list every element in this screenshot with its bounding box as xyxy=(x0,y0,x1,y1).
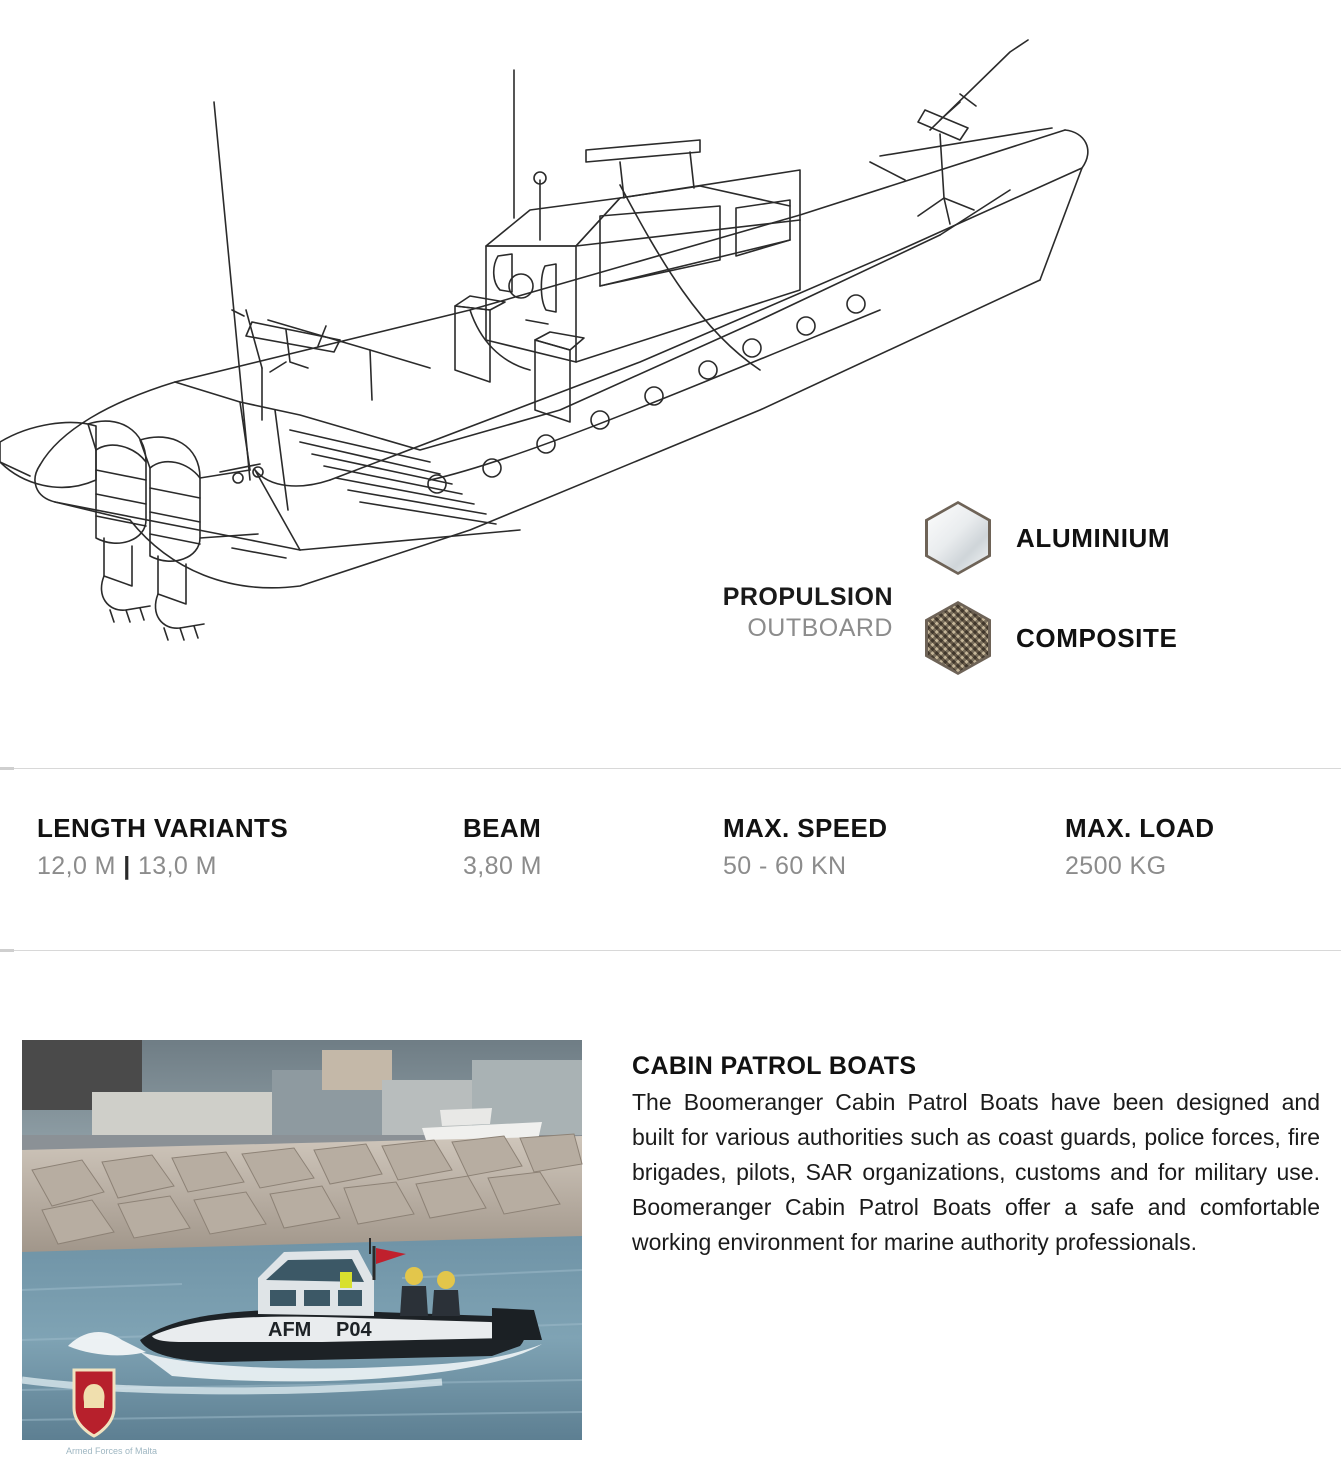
spec-label: BEAM xyxy=(463,813,542,843)
divider-bottom xyxy=(0,950,1341,951)
hexagon-composite-swatch xyxy=(925,605,991,671)
spec-value xyxy=(37,850,288,884)
propulsion-block xyxy=(633,582,893,645)
length-variant-a: 12,0 M xyxy=(37,851,116,880)
length-variant-b: 13,0 M xyxy=(137,851,217,880)
materials-legend xyxy=(925,505,1255,671)
spec-max-speed xyxy=(723,812,887,884)
spec-max-load xyxy=(1065,812,1214,884)
material-label-aluminium: ALUMINIUM xyxy=(1016,522,1171,553)
svg-text:AFM: AFM xyxy=(268,1319,312,1341)
spec-value: 3,80 M xyxy=(463,851,542,880)
material-row-composite xyxy=(925,605,1255,671)
svg-text:Armed Forces of Malta: Armed Forces of Malta xyxy=(66,1446,158,1456)
spec-label: LENGTH VARIANTS xyxy=(37,813,289,843)
article-heading: CABIN PATROL BOATS xyxy=(632,1052,917,1080)
length-variant-separator: | xyxy=(123,851,131,880)
article-body: The Boomeranger Cabin Patrol Boats have been designed and built for various authorities such as coast guards, police forces, fire brigades, pilots, SAR organizations, customs and for military use. Boomeranger Cabin Patrol Boats offer a safe and comfortable working environment for marine authority professionals. xyxy=(632,1089,1320,1255)
propulsion-value: OUTBOARD xyxy=(747,614,893,643)
article-block xyxy=(632,1052,1320,1260)
divider-top xyxy=(0,768,1341,769)
svg-text:P04: P04 xyxy=(336,1319,372,1341)
divider-bottom-accent xyxy=(0,949,14,952)
spec-beam xyxy=(463,812,542,884)
hexagon-aluminium-swatch xyxy=(925,505,991,571)
spec-value: 2500 KG xyxy=(1065,851,1167,880)
material-row-aluminium xyxy=(925,505,1255,571)
divider-top-accent xyxy=(0,767,14,770)
spec-value: 50 - 60 KN xyxy=(723,851,847,880)
patrol-boat-photo xyxy=(22,1040,582,1456)
spec-label: MAX. LOAD xyxy=(1065,813,1215,843)
spec-strip xyxy=(0,812,1341,922)
spec-label: MAX. SPEED xyxy=(723,813,888,843)
spec-length-variants xyxy=(37,812,288,884)
propulsion-label: PROPULSION xyxy=(722,583,893,611)
material-label-composite: COMPOSITE xyxy=(1016,622,1178,653)
armed-forces-crest xyxy=(74,1370,114,1436)
